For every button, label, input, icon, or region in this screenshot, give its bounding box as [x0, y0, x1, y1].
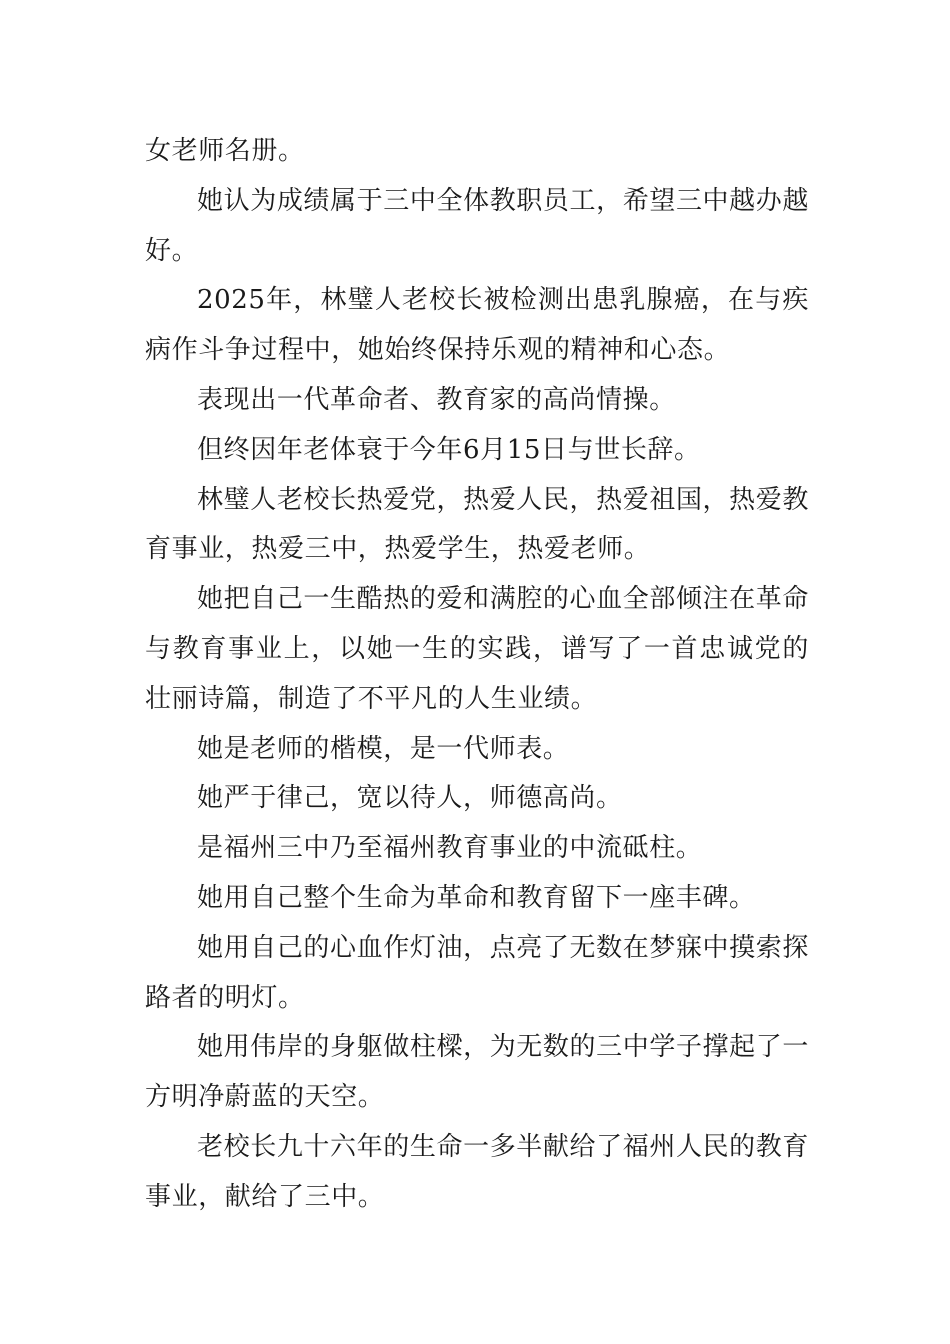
paragraph: 她用自己整个生命为革命和教育留下一座丰碑。 — [197, 882, 756, 913]
paragraph: 她用自己的心血作灯油，点亮了无数在梦寐中摸索探路者的明灯。 — [145, 932, 809, 1013]
paragraph: 她严于律己，宽以待人，师德高尚。 — [197, 783, 623, 814]
paragraph: 她把自己一生酷热的爱和满腔的心血全部倾注在革命与教育事业上，以她一生的实践，谱写了一首忠诚党的壮丽诗篇，制造了不平凡的人生业绩。 — [145, 584, 809, 714]
paragraph: 但终因年老体衰于今年6月15日与世长辞。 — [197, 434, 701, 465]
paragraph-continued: 女老师名册。 — [145, 136, 305, 166]
paragraph: 她认为成绩属于三中全体教职员工，希望三中越办越好。 — [145, 185, 809, 266]
document-body — [145, 127, 809, 1223]
paragraph: 老校长九十六年的生命一多半献给了福州人民的教育事业，献给了三中。 — [145, 1131, 809, 1212]
paragraph: 表现出一代革命者、教育家的高尚情操。 — [197, 384, 676, 415]
paragraph: 她是老师的楷模，是一代师表。 — [197, 733, 570, 764]
paragraph: 林璧人老校长热爱党，热爱人民，热爱祖国，热爱教育事业，热爱三中，热爱学生，热爱老师。 — [145, 484, 809, 565]
paragraph: 2025年，林璧人老校长被检测出患乳腺癌，在与疾病作斗争过程中，她始终保持乐观的精神和心态。 — [145, 285, 809, 366]
paragraph: 她用伟岸的身躯做柱樑，为无数的三中学子撑起了一方明净蔚蓝的天空。 — [145, 1032, 809, 1113]
paragraph: 是福州三中乃至福州教育事业的中流砥柱。 — [197, 833, 703, 864]
